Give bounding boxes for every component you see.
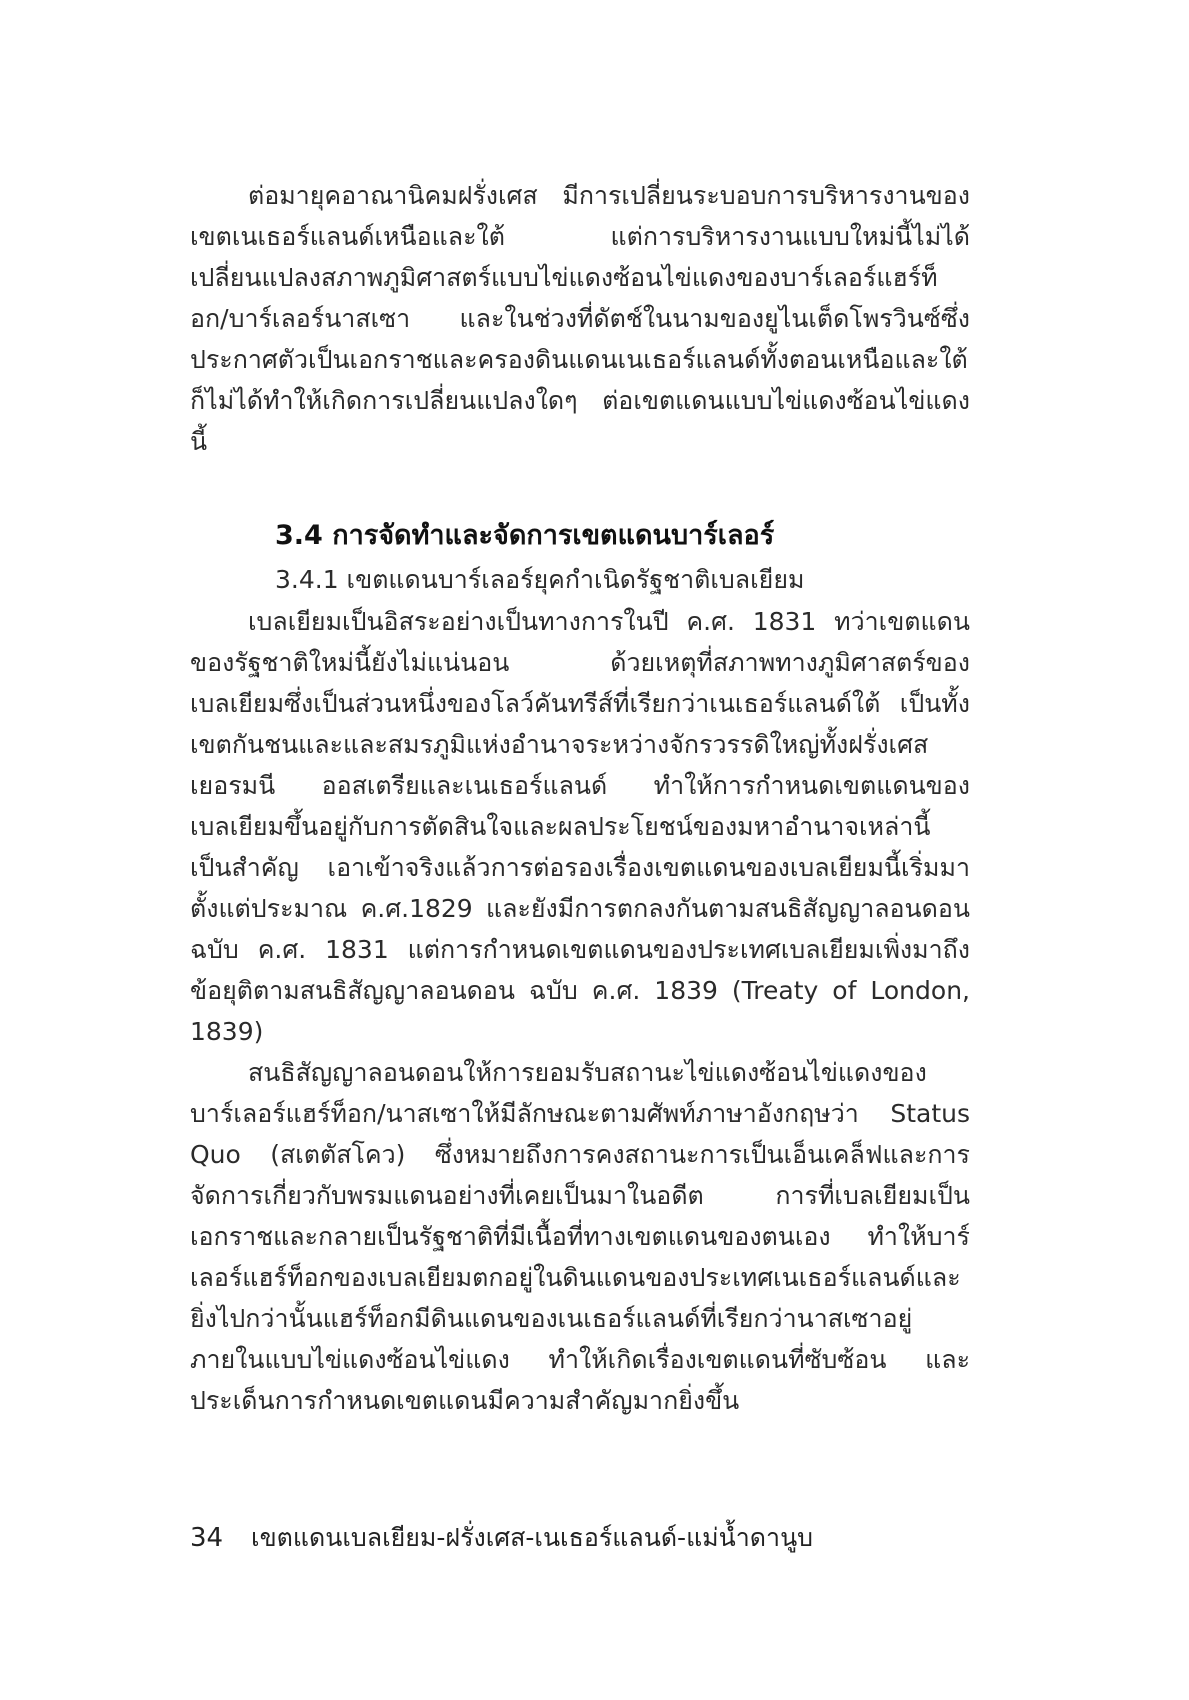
subsection-heading: 3.4.1 เขตแดนบาร์เลอร์ยุคกำเนิดรัฐชาติเบลเยียม <box>275 565 805 594</box>
section-heading: 3.4 การจัดทำและจัดการเขตแดนบาร์เลอร์ <box>275 520 775 551</box>
page-number: 34 <box>190 1523 224 1553</box>
running-title: เขตแดนเบลเยียม-ฝรั่งเศส-เนเธอร์แลนด์-แม่น้ำดานูบ <box>251 1523 814 1552</box>
paragraph-colonial-era: ต่อมายุคอาณานิคมฝรั่งเศส มีการเปลี่ยนระบอบการบริหารงานของเขตเนเธอร์แลนด์เหนือและใต้ แต่การบริหารงานแบบใหม่นี้ไม่ได้เปลี่ยนแปลงสภาพภูมิศาสตร์แบบไข่แดงซ้อนไข่แดงของบาร์เลอร์แฮร์ท็อก/บาร์เลอร์นาสเซา และในช่วงที่ดัตช์ในนามของยูไนเต็ดโพรวินซ์ซึ่งประกาศตัวเป็นเอกราชและครองดินแดนเนเธอร์แลนด์ทั้งตอนเหนือและใต้ ก็ไม่ได้ทำให้เกิดการเปลี่ยนแปลงใดๆ ต่อเขตแดนแบบไข่แดงซ้อนไข่แดงนี้ <box>190 181 970 456</box>
page-footer <box>190 1520 970 1556</box>
paragraph-belgium-independence: เบลเยียมเป็นอิสระอย่างเป็นทางการในปี ค.ศ. 1831 ทว่าเขตแดนของรัฐชาติใหม่นี้ยังไม่แน่นอน ด้วยเหตุที่สภาพทางภูมิศาสตร์ของเบลเยียมซึ่งเป็นส่วนหนึ่งของโลว์คันทรีส์ที่เรียกว่าเนเธอร์แลนด์ใต้ เป็นทั้งเขตกันชนและและสมรภูมิแห่งอำนาจระหว่างจักรวรรดิใหญ่ทั้งฝรั่งเศส เยอรมนี ออสเตรียและเนเธอร์แลนด์ ทำให้การกำหนดเขตแดนของเบลเยียมขึ้นอยู่กับการตัดสินใจและผลประโยชน์ของมหาอำนาจเหล่านี้เป็นสำคัญ เอาเข้าจริงแล้วการต่อรองเรื่องเขตแดนของเบลเยียมนี้เริ่มมาตั้งแต่ประมาณ ค.ศ.1829 และยังมีการตกลงกันตามสนธิสัญญาลอนดอนฉบับ ค.ศ. 1831 แต่การกำหนดเขตแดนของประเทศเบลเยียมเพิ่งมาถึงข้อยุติตามสนธิสัญญาลอนดอน ฉบับ ค.ศ. 1839 (Treaty of London, 1839) <box>190 607 970 1046</box>
page-body <box>190 175 970 1421</box>
paragraph-treaty-of-london: สนธิสัญญาลอนดอนให้การยอมรับสถานะไข่แดงซ้อนไข่แดงของบาร์เลอร์แฮร์ท็อก/นาสเซาให้มีลักษณะตามศัพท์ภาษาอังกฤษว่า Status Quo (สเตตัสโคว) ซึ่งหมายถึงการคงสถานะการเป็นเอ็นเคล็ฟและการจัดการเกี่ยวกับพรมแดนอย่างที่เคยเป็นมาในอดีต การที่เบลเยียมเป็นเอกราชและกลายเป็นรัฐชาติที่มีเนื้อที่ทางเขตแดนของตนเอง ทำให้บาร์เลอร์แฮร์ท็อกของเบลเยียมตกอยู่ในดินแดนของประเทศเนเธอร์แลนด์และยิ่งไปกว่านั้นแฮร์ท็อกมีดินแดนของเนเธอร์แลนด์ที่เรียกว่านาสเซาอยู่ภายในแบบไข่แดงซ้อนไข่แดง ทำให้เกิดเรื่องเขตแดนที่ซับซ้อน และประเด็นการกำหนดเขตแดนมีความสำคัญมากยิ่งขึ้น <box>190 1058 970 1415</box>
